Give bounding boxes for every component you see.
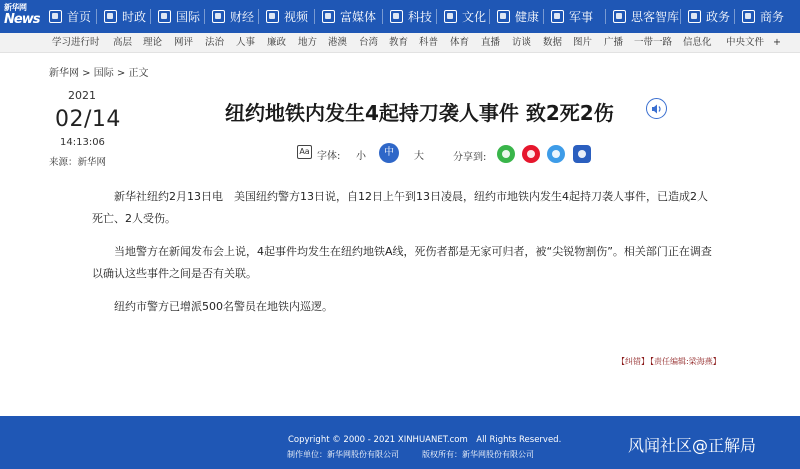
nav-separator [204, 9, 205, 24]
logo-main-text: News [4, 12, 40, 27]
nav-item-politics[interactable] [104, 0, 146, 33]
subnav-item[interactable]: 地方 [298, 37, 318, 48]
subnav-item[interactable]: 理论 [143, 37, 163, 48]
font-size-large-button[interactable]: 大 [414, 151, 424, 162]
nav-item-label: 军事 [569, 10, 594, 24]
article-paragraph: 当地警方在新闻发布会上说，4起事件均发生在纽约地铁A线，死伤者都是无家可归者，被“尖锐物割伤”。相关部门正在调查以确认这些事件之间是否有关联。 [92, 245, 712, 280]
nav-item-label: 商务 [760, 10, 785, 24]
media-icon [322, 10, 335, 23]
nav-item-video[interactable] [266, 0, 308, 33]
subnav-item[interactable]: 数据 [543, 37, 563, 48]
publish-time: 14:13:06 [60, 137, 105, 148]
font-size-medium-button[interactable]: 中 [379, 143, 399, 163]
footer-copyright: Copyright © 2000 - 2021 XINHUANET.com All Rights Reserved. [288, 435, 562, 445]
nav-item-label: 财经 [230, 10, 255, 24]
font-size-label: 字体: [317, 151, 341, 162]
nav-item-label: 首页 [67, 10, 92, 24]
nav-item-globe[interactable] [158, 0, 200, 33]
subnav-more-button[interactable]: + [773, 37, 781, 48]
nav-item-military[interactable] [551, 0, 593, 33]
nav-item-label: 健康 [515, 10, 540, 24]
nav-item-health[interactable] [497, 0, 539, 33]
subnav-item[interactable]: 廉政 [267, 37, 287, 48]
nav-separator [680, 9, 681, 24]
subnav-item[interactable]: 图片 [573, 37, 593, 48]
subnav-item[interactable]: 港澳 [328, 37, 348, 48]
subnav-item[interactable]: 网评 [174, 37, 194, 48]
audio-play-button[interactable] [646, 98, 667, 119]
nav-item-label: 科技 [408, 10, 433, 24]
subnav-item[interactable]: 体育 [450, 37, 470, 48]
thinktank-icon [613, 10, 626, 23]
nav-item-label: 思客智库 [631, 10, 680, 24]
nav-item-media[interactable] [322, 0, 376, 33]
nav-separator [605, 9, 606, 24]
nav-item-label: 视频 [284, 10, 309, 24]
globe-icon [158, 10, 171, 23]
video-icon [266, 10, 279, 23]
qzone-share-icon[interactable] [547, 145, 565, 163]
military-icon [551, 10, 564, 23]
nav-item-government[interactable] [688, 0, 730, 33]
nav-item-finance[interactable] [212, 0, 254, 33]
subnav-item[interactable]: 访谈 [512, 37, 532, 48]
politics-icon [104, 10, 117, 23]
nav-separator [96, 9, 97, 24]
nav-separator [436, 9, 437, 24]
nav-separator [150, 9, 151, 24]
subnav-item[interactable]: 一带一路 [634, 37, 673, 48]
nav-item-home[interactable] [49, 0, 91, 33]
subnav-item[interactable]: 高层 [113, 37, 133, 48]
nav-separator [258, 9, 259, 24]
article-paragraph: 纽约市警方已增派500名警员在地铁内巡逻。 [114, 300, 333, 313]
subnav-item[interactable]: 信息化 [683, 37, 712, 48]
nav-item-tech[interactable] [390, 0, 432, 33]
font-size-icon: Aa [297, 145, 312, 159]
watermark: 风闻社区@正解局 [628, 436, 757, 455]
font-size-small-button[interactable]: 小 [356, 151, 366, 162]
government-icon [688, 10, 701, 23]
health-icon [497, 10, 510, 23]
nav-separator [314, 9, 315, 24]
finance-icon [212, 10, 225, 23]
logo-top-text: 新华网 [4, 3, 27, 12]
responsible-editor: 【责任编辑:梁海燕】 [646, 357, 721, 366]
article-paragraph: 新华社纽约2月13日电 美国纽约警方13日说，自12日上午到13日凌晨，纽约市地铁内发生4起持刀袭人事件，已造成2人死亡、2人受伤。 [92, 190, 708, 225]
nav-separator [734, 9, 735, 24]
weibo-share-icon[interactable] [522, 145, 540, 163]
article-source: 来源：新华网 [49, 157, 107, 168]
wechat-share-icon[interactable] [497, 145, 515, 163]
speaker-icon [651, 103, 663, 115]
nav-item-label: 富媒体 [340, 10, 377, 24]
xinhua-logo[interactable] [4, 3, 42, 30]
nav-item-label: 国际 [176, 10, 201, 24]
home-icon [49, 10, 62, 23]
nav-item-label: 政务 [706, 10, 731, 24]
subnav-item[interactable]: 科普 [419, 37, 439, 48]
subnav-item[interactable]: 台湾 [359, 37, 379, 48]
nav-separator [543, 9, 544, 24]
correction-link[interactable]: 【纠错】 [617, 357, 649, 366]
tech-icon [390, 10, 403, 23]
nav-item-business[interactable] [742, 0, 784, 33]
mobile-share-icon[interactable] [573, 145, 591, 163]
subnav-item[interactable]: 广播 [604, 37, 624, 48]
culture-icon [444, 10, 457, 23]
breadcrumb[interactable]: 新华网 > 国际 > 正文 [49, 68, 149, 79]
subnav-item[interactable]: 教育 [389, 37, 409, 48]
article-title: 纽约地铁内发生4起持刀袭人事件 致2死2伤 [225, 101, 614, 125]
nav-item-thinktank[interactable] [613, 0, 679, 33]
nav-item-label: 文化 [462, 10, 487, 24]
subnav-item[interactable]: 法治 [205, 37, 225, 48]
subnav-item[interactable]: 中央文件 [726, 37, 765, 48]
nav-item-culture[interactable] [444, 0, 486, 33]
subnav-item[interactable]: 学习进行时 [52, 37, 100, 48]
publish-year: 2021 [68, 89, 96, 102]
subnav-item[interactable]: 人事 [236, 37, 256, 48]
share-label: 分享到: [453, 152, 487, 163]
nav-separator [382, 9, 383, 24]
nav-item-label: 时政 [122, 10, 147, 24]
footer-producer: 制作单位：新华网股份有限公司 [287, 450, 399, 459]
nav-separator [489, 9, 490, 24]
business-icon [742, 10, 755, 23]
publish-day: 02/14 [55, 107, 121, 132]
subnav-item[interactable]: 直播 [481, 37, 501, 48]
footer-rights: 版权所有：新华网股份有限公司 [422, 450, 534, 459]
